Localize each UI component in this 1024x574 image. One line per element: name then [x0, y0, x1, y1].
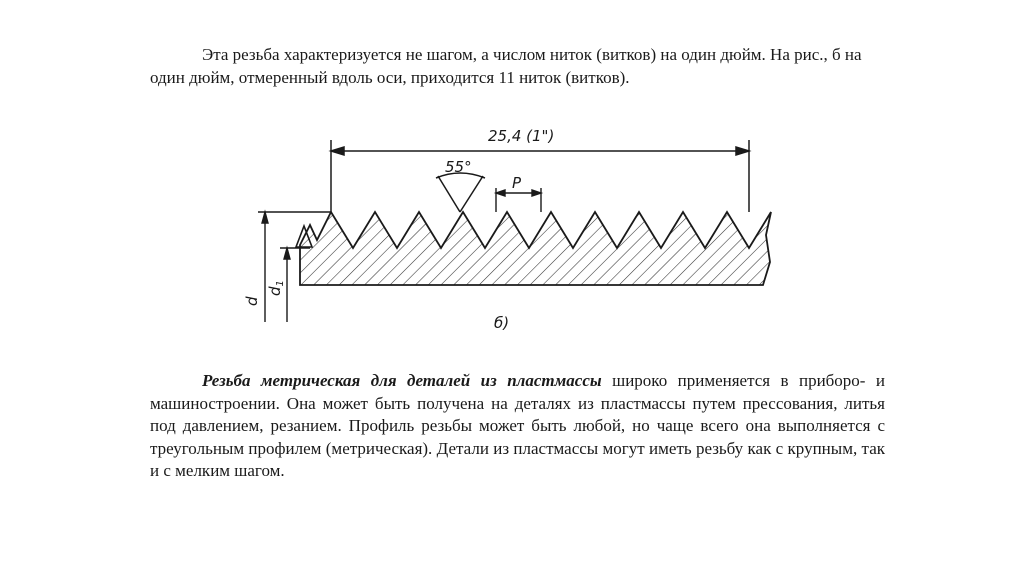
diameter-d1-label: $d_1$ — [266, 280, 286, 296]
length-dimension — [331, 140, 749, 212]
length-label: 25,4 (1") — [488, 127, 555, 145]
pitch-label: P — [512, 174, 522, 192]
figure-caption: б) — [494, 314, 510, 332]
paragraph-body: широко применяется в приборо- и машиностроении. Она может быть получена на деталях из пластмассы путем прессования, литья под давлением, резанием. Профиль резьбы может быть любой, но чаще всего она выполняется с треугольным профилем (метрическая). Детали из пластмассы могут иметь резьбу как с крупным, так и с мелким шагом. — [150, 371, 885, 480]
thread-profile — [300, 212, 771, 285]
angle-annotation — [436, 173, 485, 212]
paragraph-lead: Резьба метрическая для деталей из пластмассы — [202, 371, 602, 390]
plastic-thread-paragraph — [150, 370, 885, 483]
diameter-d-label: d — [243, 296, 261, 306]
angle-label: 55° — [445, 158, 472, 176]
intro-text: Эта резьба характеризуется не шагом, а числом ниток (витков) на один дюйм. На рис., б на один дюйм, отмеренный вдоль оси, приходится 11 ниток (витков). — [150, 45, 862, 87]
